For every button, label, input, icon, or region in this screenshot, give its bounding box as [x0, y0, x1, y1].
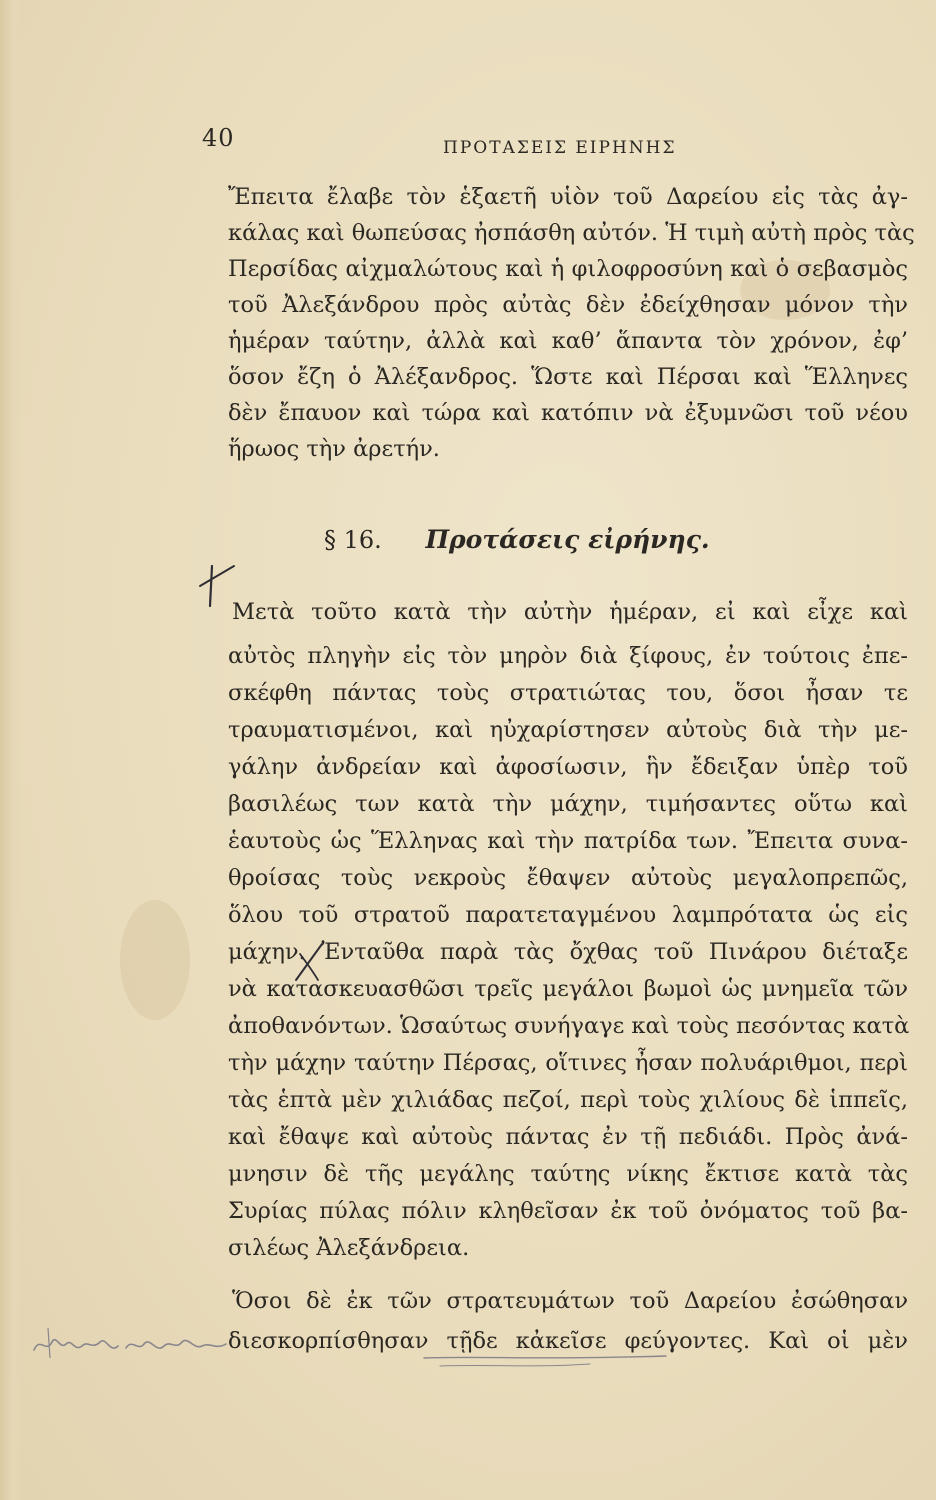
text-line: γάλην ἀνδρείαν καὶ ἀφοσίωσιν, ἣν ἔδειξαν ὑπὲρ τοῦ [228, 754, 908, 780]
text-line: Συρίας πύλας πόλιν κληθεῖσαν ἐκ τοῦ ὀνόματος τοῦ βα- [228, 1198, 908, 1224]
text-line: κάλας καὶ θωπεύσας ἠσπάσθη αὐτόν. Ἡ τιμὴ αὐτὴ πρὸς τὰς [228, 220, 915, 246]
text-line: σκέφθη πάντας τοὺς στρατιώτας του, ὅσοι ἦσαν τε [228, 680, 908, 706]
text-line: Περσίδας αἰχμαλώτους καὶ ἡ φιλοφροσύνη καὶ ὁ σεβασμὸς [228, 256, 908, 282]
text-line: αὐτὸς πληγὴν εἰς τὸν μηρὸν διὰ ξίφους, ἐν τούτοις ἐπε- [228, 643, 908, 669]
text-line: ὅσον ἔζη ὁ Ἀλέξανδρος. Ὥστε καὶ Πέρσαι καὶ Ἕλληνες [228, 364, 908, 390]
text-line: μάχην. Ἐνταῦθα παρὰ τὰς ὄχθας τοῦ Πινάρου διέταξε [228, 939, 908, 965]
text-line: τὴν μάχην ταύτην Πέρσας, οἵτινες ἦσαν πολυάριθμοι, περὶ [228, 1050, 908, 1076]
text-line: δὲν ἔπαυον καὶ τώρα καὶ κατόπιν νὰ ἐξυμνῶσι τοῦ νέου [228, 400, 908, 426]
section-title: Προτάσεις εἰρήνης. [425, 525, 710, 554]
text-line: ἥρωος τὴν ἀρετήν. [228, 436, 440, 462]
text-line: Μετὰ τοῦτο κατὰ τὴν αὐτὴν ἡμέραν, εἰ καὶ εἶχε καὶ [232, 599, 908, 625]
text-line: τὰς ἑπτὰ μὲν χιλιάδας πεζοί, περὶ τοὺς χιλίους δὲ ἱππεῖς, [228, 1087, 908, 1113]
text-line: σιλέως Ἀλεξάνδρεια. [228, 1235, 470, 1261]
running-title: ΠΡΟΤΑΣΕΙΣ ΕΙΡΗΝΗΣ [443, 138, 677, 158]
text-line: θροίσας τοὺς νεκροὺς ἔθαψεν αὐτοὺς μεγαλοπρεπῶς, [228, 865, 908, 891]
pencil-underline [420, 1350, 670, 1372]
text-line: τραυματισμένοι, καὶ ηὐχαρίστησεν αὐτοὺς διὰ τὴν με- [228, 717, 908, 743]
text-line: ἀποθανόντων. Ὡσαύτως συνήγαγε καὶ τοὺς πεσόντας κατὰ [228, 1013, 910, 1039]
text-line: νὰ κατασκευασθῶσι τρεῖς μεγάλοι βωμοὶ ὡς μνημεῖα τῶν [228, 976, 908, 1002]
text-line: διεσκορπίσθησαν τῇδε κἀκεῖσε φεύγοντες. Καὶ οἱ μὲν [228, 1328, 908, 1354]
page-binding-edge [0, 0, 22, 1500]
text-line: τοῦ Ἀλεξάνδρου πρὸς αὐτὰς δὲν ἐδείχθησαν μόνον τὴν [228, 292, 908, 318]
handwritten-x-mark [292, 940, 326, 984]
text-line: ὅλου τοῦ στρατοῦ παρατεταγμένου λαμπρότατα ὡς εἰς [228, 902, 908, 928]
handwritten-cross-mark [196, 560, 236, 610]
pencil-margin-scribble [30, 1320, 230, 1362]
text-line: μνησιν δὲ τῆς μεγάλης ταύτης νίκης ἔκτισε κατὰ τὰς [228, 1161, 908, 1187]
page-number: 40 [202, 124, 235, 152]
text-line: καὶ ἔθαψε καὶ αὐτοὺς πάντας ἐν τῇ πεδιάδι. Πρὸς ἀνά- [228, 1124, 908, 1150]
section-number: § 16. [324, 526, 382, 554]
section-heading [324, 525, 710, 554]
text-line: ἑαυτοὺς ὡς Ἕλληνας καὶ τὴν πατρίδα των. Ἔπειτα συνα- [228, 828, 908, 854]
text-line: βασιλέως των κατὰ τὴν μάχην, τιμήσαντες οὕτω καὶ [228, 791, 908, 817]
text-line: Ὅσοι δὲ ἐκ τῶν στρατευμάτων τοῦ Δαρείου ἐσώθησαν [232, 1288, 908, 1314]
text-line: Ἔπειτα ἔλαβε τὸν ἑξαετῆ υἱὸν τοῦ Δαρείου εἰς τὰς ἀγ- [228, 184, 908, 210]
paper-stain [120, 900, 190, 1020]
text-line: ἡμέραν ταύτην, ἀλλὰ καὶ καθ’ ἅπαντα τὸν χρόνον, ἐφ’ [228, 328, 908, 354]
